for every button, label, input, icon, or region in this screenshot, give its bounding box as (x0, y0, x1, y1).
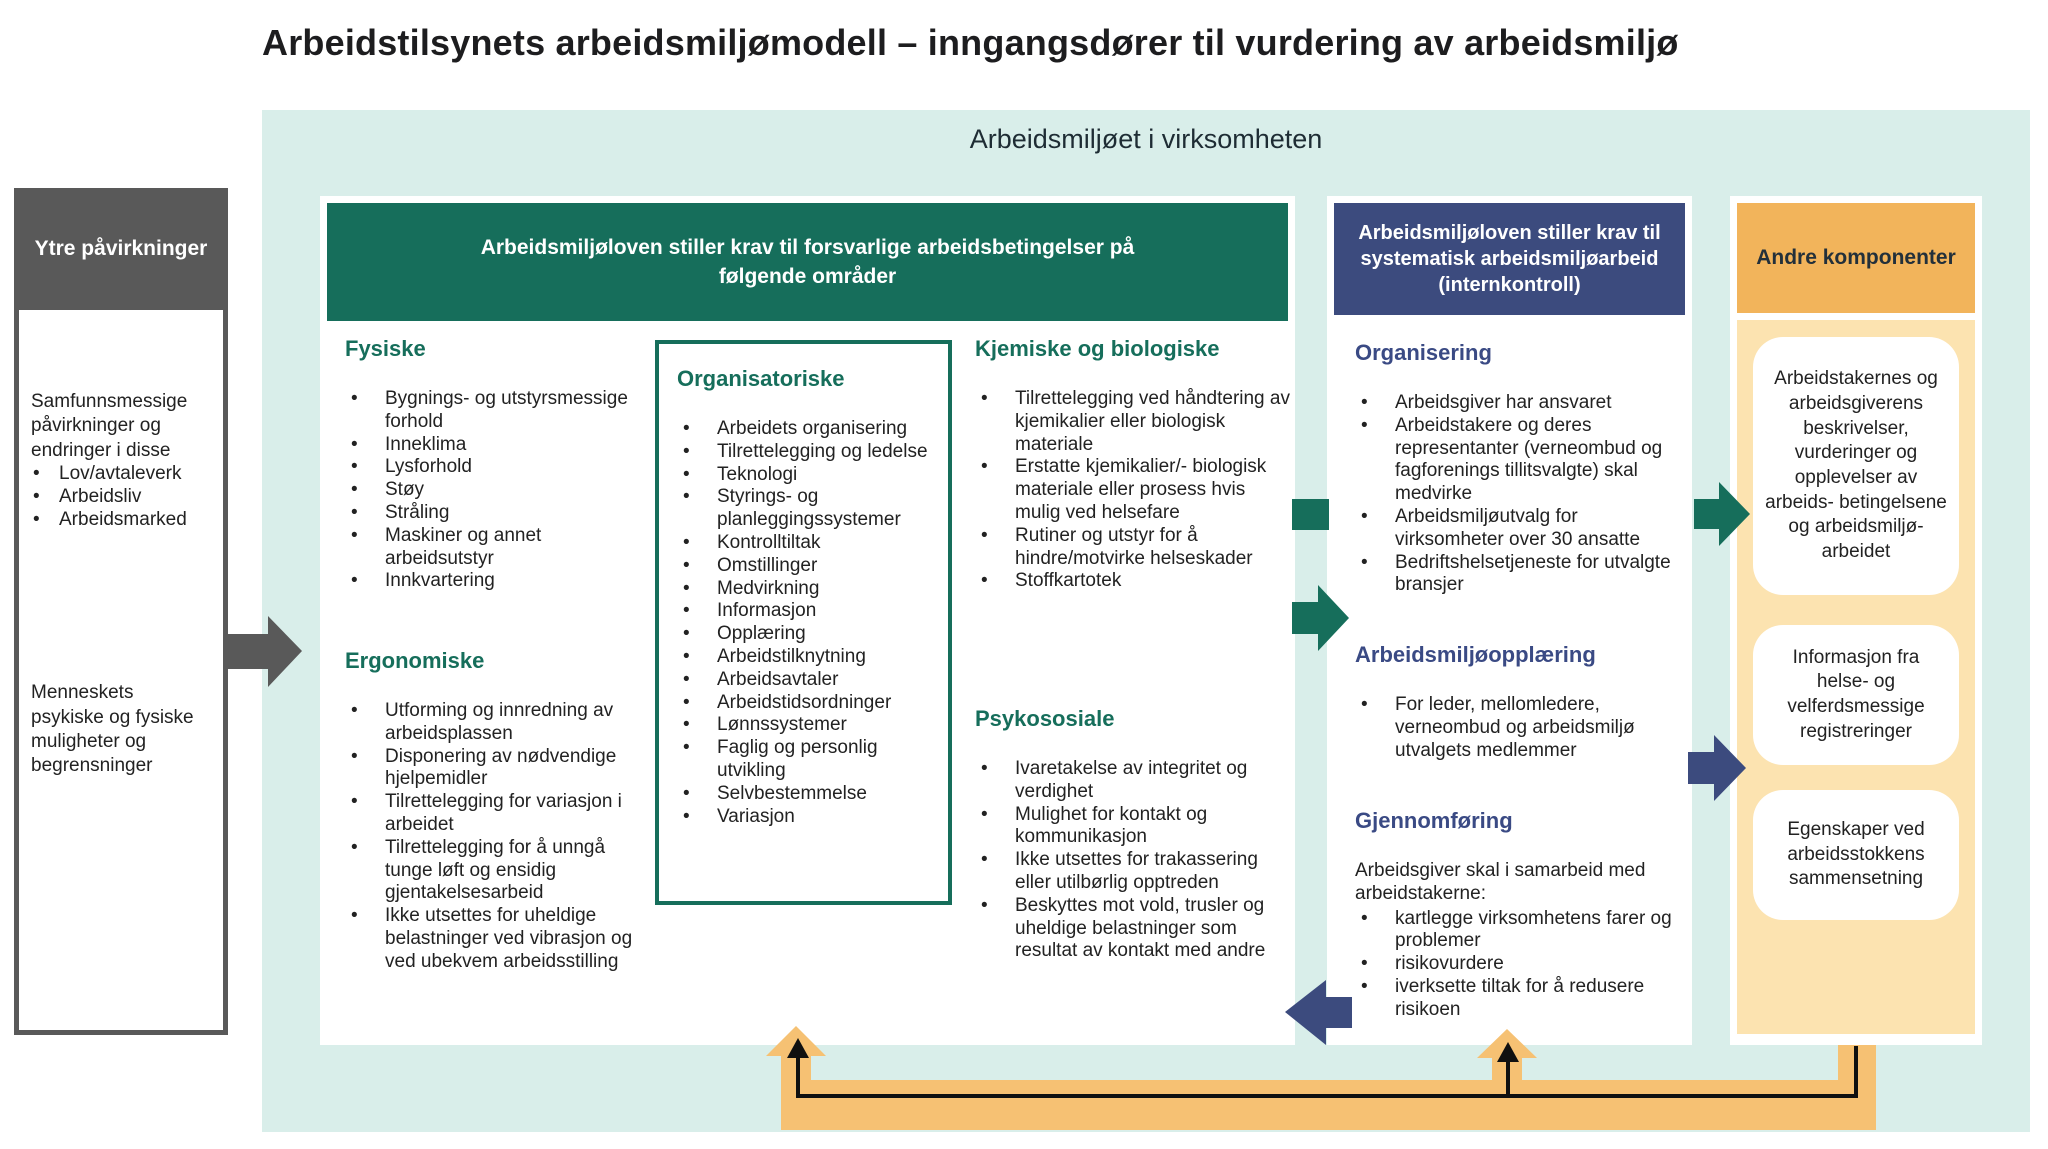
organisering-list (1355, 392, 1689, 597)
bullet-glyph: • (981, 524, 988, 546)
section-psykososiale (975, 706, 1295, 963)
list-item-text: Innkvartering (385, 570, 495, 592)
list-item (677, 737, 932, 783)
list-item-text: Tilrettelegging for variasjon i arbeidet (385, 791, 622, 835)
list-item-text: Opplæring (717, 623, 806, 645)
section-title-fysiske: Fysiske (345, 336, 426, 361)
fysiske-list (345, 388, 645, 593)
list-item (677, 464, 932, 487)
list-item-text: Lønnssystemer (717, 714, 847, 736)
section-title-opplaering: Arbeidsmiljøopplæring (1355, 642, 1596, 667)
bullet-glyph: • (351, 791, 358, 813)
list-item-text: Inneklima (385, 433, 467, 455)
list-item (31, 509, 211, 532)
component-card-descriptions (1753, 337, 1959, 595)
bullet-glyph: • (1361, 392, 1368, 413)
list-item (345, 502, 645, 525)
list-item-text: risikovurdere (1395, 953, 1504, 975)
list-item (677, 555, 932, 578)
section-title-psykososiale: Psykososiale (975, 706, 1115, 731)
bullet-glyph: • (351, 388, 358, 409)
bullet-glyph: • (981, 570, 988, 592)
list-item-text: Variasjon (717, 805, 795, 827)
bullet-glyph: • (683, 668, 690, 690)
bullet-glyph: • (351, 905, 358, 927)
external-influences-body (14, 310, 228, 1035)
bullet-glyph: • (351, 745, 358, 767)
bullet-glyph: • (683, 440, 690, 462)
list-item (345, 570, 645, 593)
bullet-glyph: • (33, 508, 40, 530)
list-item-text: Bedriftshelsetjeneste for utvalgte bransjer (1395, 551, 1671, 596)
bullet-glyph: • (351, 433, 358, 455)
list-item-text: Arbeidets organisering (717, 418, 908, 439)
list-item (975, 525, 1295, 571)
bullet-glyph: • (683, 737, 690, 759)
opplaering-list (1355, 694, 1689, 762)
section-title-ergonomiske: Ergonomiske (345, 648, 485, 673)
list-item (975, 388, 1295, 456)
list-item (975, 456, 1295, 524)
list-item (975, 758, 1295, 804)
list-item-text: Rutiner og utstyr for å hindre/motvirke helseskader (1015, 524, 1253, 569)
bullet-glyph: • (683, 805, 690, 827)
list-item-text: Arbeidstidsordninger (717, 691, 892, 713)
section-fysiske (345, 336, 645, 593)
bullet-glyph: • (1361, 975, 1368, 997)
bullet-glyph: • (1361, 551, 1368, 573)
bullet-glyph: • (683, 645, 690, 667)
list-item (975, 570, 1295, 593)
working-conditions-header (327, 203, 1288, 321)
list-item-text: Tilrettelegging og ledelse (717, 440, 928, 462)
list-item-text: Tilrettelegging ved håndtering av kjemikalier eller biologisk materiale (1015, 388, 1290, 455)
external-influences-box (14, 188, 228, 1035)
list-item-text: iverksette tiltak for å redusere risikoen (1395, 975, 1645, 1020)
list-item (975, 849, 1295, 895)
section-opplaering (1355, 642, 1689, 762)
list-item-text: Bygnings- og utstyrsmessige forhold (385, 388, 628, 432)
gjennomforing-intro: Arbeidsgiver skal i samarbeid med arbeidstakerne: (1355, 860, 1646, 904)
list-item (345, 456, 645, 479)
list-item (677, 623, 932, 646)
kjemiske-list (975, 388, 1295, 593)
bullet-glyph: • (683, 463, 690, 485)
section-title-kjemiske: Kjemiske og biologiske (975, 336, 1220, 361)
list-item (677, 441, 932, 464)
list-item-text: kartlegge virksomhetens farer og problemer (1395, 907, 1672, 952)
bullet-glyph: • (683, 554, 690, 576)
list-item (1355, 976, 1689, 1022)
bullet-glyph: • (683, 714, 690, 736)
working-conditions-panel (320, 196, 1295, 1045)
list-item-text: Omstillinger (717, 554, 818, 576)
bullet-glyph: • (981, 894, 988, 916)
ergonomiske-list (345, 700, 645, 974)
section-title-organisering: Organisering (1355, 340, 1492, 365)
list-item-text: Ivaretakelse av integritet og verdighet (1015, 758, 1248, 802)
internal-control-header (1334, 203, 1685, 315)
section-organisatoriske-box (655, 340, 952, 905)
bullet-glyph: • (1361, 907, 1368, 929)
list-item (1355, 415, 1689, 506)
list-item-text: Arbeidsmiljøutvalg for virksomheter over 30 ansatte (1395, 505, 1641, 550)
section-kjemiske (975, 336, 1295, 593)
bullet-glyph: • (1361, 953, 1368, 975)
list-item (975, 895, 1295, 963)
list-item-text: Medvirkning (717, 577, 820, 599)
list-item (677, 669, 932, 692)
list-item (1355, 953, 1689, 976)
bullet-glyph: • (351, 479, 358, 501)
bullet-glyph: • (981, 803, 988, 825)
bullet-glyph: • (683, 486, 690, 508)
list-item-text: Maskiner og annet arbeidsutstyr (385, 524, 542, 569)
list-item (345, 791, 645, 837)
bullet-glyph: • (1361, 694, 1368, 715)
list-item (677, 692, 932, 715)
list-item-text: Arbeidsavtaler (717, 668, 839, 690)
list-item (345, 479, 645, 502)
page-title: Arbeidstilsynets arbeidsmiljømodell – inngangsdører til vurdering av arbeidsmiljø (262, 22, 1679, 63)
list-item-text: Stråling (385, 501, 450, 523)
section-ergonomiske (345, 648, 645, 974)
list-item (345, 837, 645, 905)
bullet-glyph: • (981, 388, 988, 409)
psykososiale-list (975, 758, 1295, 963)
bullet-glyph: • (683, 782, 690, 804)
component-card-workforce (1753, 790, 1959, 920)
environment-label: Arbeidsmiljøet i virksomheten (969, 124, 1323, 154)
list-item-text: Arbeidsgiver har ansvaret (1395, 392, 1612, 413)
working-conditions-header-text: Arbeidsmiljøloven stiller krav til forsvarlige arbeidsbetingelser på følgende områder (480, 235, 1135, 288)
section-title-organisatoriske: Organisatoriske (677, 366, 845, 391)
list-item-text: Informasjon (717, 600, 817, 622)
list-item (677, 783, 932, 806)
list-item-text: Arbeidstilknytning (717, 645, 866, 667)
list-item (975, 804, 1295, 850)
bullet-glyph: • (981, 456, 988, 478)
list-item-text: Arbeidsliv (59, 485, 142, 507)
list-item-text: Beskyttes mot vold, trusler og uheldige belastninger som resultat av kontakt med andre (1015, 894, 1266, 962)
list-item-text: Styrings- og planleggingssystemer (717, 486, 901, 531)
list-item (345, 905, 645, 973)
external-influences-header: Ytre påvirkninger (14, 188, 228, 310)
list-item-text: Lov/avtaleverk (59, 462, 182, 484)
list-item-text: Disponering av nødvendige hjelpemidler (385, 745, 617, 790)
bullet-glyph: • (683, 623, 690, 645)
list-item (677, 532, 932, 555)
list-item-text: Kontrolltiltak (717, 531, 821, 553)
societal-influences-list (31, 463, 211, 531)
list-item (345, 388, 645, 434)
other-components-panel (1730, 196, 1982, 1045)
societal-influences-text: Samfunnsmessige påvirkninger og endringer i disse (31, 391, 188, 461)
bullet-glyph: • (683, 531, 690, 553)
bullet-glyph: • (351, 570, 358, 592)
bullet-glyph: • (683, 418, 690, 439)
bullet-glyph: • (981, 849, 988, 871)
list-item-text: Mulighet for kontakt og kommunikasjon (1015, 803, 1208, 848)
list-item (345, 700, 645, 746)
list-item-text: Tilrettelegging for å unngå tunge løft og ensidig gjentakelsesarbeid (385, 836, 606, 904)
bullet-glyph: • (351, 501, 358, 523)
list-item-text: Stoffkartotek (1015, 570, 1122, 592)
bullet-glyph: • (1361, 414, 1368, 436)
list-item-text: Ikke utsettes for uheldige belastninger ved vibrasjon og ved ubekvem arbeidsstilling (385, 905, 633, 972)
bullet-glyph: • (981, 758, 988, 779)
bullet-glyph: • (683, 600, 690, 622)
list-item (31, 463, 211, 486)
bullet-glyph: • (351, 836, 358, 858)
list-item (1355, 694, 1689, 762)
list-item-text: Lysforhold (385, 456, 472, 478)
list-item (345, 746, 645, 792)
bullet-glyph: • (351, 524, 358, 546)
list-item-text: Arbeidstakere og deres representanter (verneombud og fagforenings tillitsvalgte) skal medvirke (1395, 414, 1663, 505)
list-item (677, 600, 932, 623)
list-item-text: Faglig og personlig utvikling (717, 737, 878, 781)
list-item (31, 486, 211, 509)
organisatoriske-list (677, 418, 932, 828)
human-capabilities-text: Menneskets psykiske og fysiske muligheter og begrensninger (31, 682, 194, 777)
internal-control-panel (1327, 196, 1692, 1045)
component-card-text: Arbeidstakernes og arbeidsgiverens beskrivelser, vurderinger og opplevelser av arbeids- betingelsene og arbeidsmiljø- arbeidet (1765, 368, 1947, 563)
bullet-glyph: • (33, 462, 40, 484)
bullet-glyph: • (683, 577, 690, 599)
bullet-glyph: • (351, 700, 358, 721)
bullet-glyph: • (33, 485, 40, 507)
list-item-text: Støy (385, 479, 425, 501)
internal-control-header-text: Arbeidsmiljøloven stiller krav til systematisk arbeidsmiljøarbeid (internkontroll) (1358, 222, 1661, 296)
component-card-registrations (1753, 625, 1959, 765)
other-components-header: Andre komponenter (1737, 203, 1975, 313)
other-components-body (1737, 320, 1975, 1034)
list-item-text: Arbeidsmarked (59, 508, 187, 530)
list-item-text: For leder, mellomledere, verneombud og arbeidsmiljø utvalgets medlemmer (1395, 694, 1635, 761)
bullet-glyph: • (351, 456, 358, 478)
gjennomforing-list (1355, 908, 1689, 1022)
list-item (345, 434, 645, 457)
section-organisering (1355, 340, 1689, 597)
component-card-text: Egenskaper ved arbeidsstokkens sammensetning (1787, 818, 1925, 890)
section-gjennomforing (1355, 808, 1689, 1022)
list-item (1355, 552, 1689, 598)
list-item-text: Selvbestemmelse (717, 782, 867, 804)
list-item-text: Utforming og innredning av arbeidsplassen (385, 700, 614, 744)
list-item (1355, 506, 1689, 552)
list-item-text: Erstatte kjemikalier/- biologisk materiale eller prosess hvis mulig ved helsefare (1015, 456, 1267, 523)
list-item (677, 418, 932, 441)
list-item (677, 714, 932, 737)
list-item (1355, 908, 1689, 954)
list-item (677, 578, 932, 601)
bullet-glyph: • (683, 691, 690, 713)
component-card-text: Informasjon fra helse- og velferdsmessige registreringer (1787, 646, 1925, 742)
list-item (677, 806, 932, 829)
list-item-text: Teknologi (717, 463, 798, 485)
list-item (677, 646, 932, 669)
list-item (677, 486, 932, 532)
list-item (1355, 392, 1689, 415)
section-title-gjennomforing: Gjennomføring (1355, 808, 1513, 833)
bullet-glyph: • (1361, 505, 1368, 527)
list-item-text: Ikke utsettes for trakassering eller utilbørlig opptreden (1015, 849, 1258, 893)
list-item (345, 525, 645, 571)
